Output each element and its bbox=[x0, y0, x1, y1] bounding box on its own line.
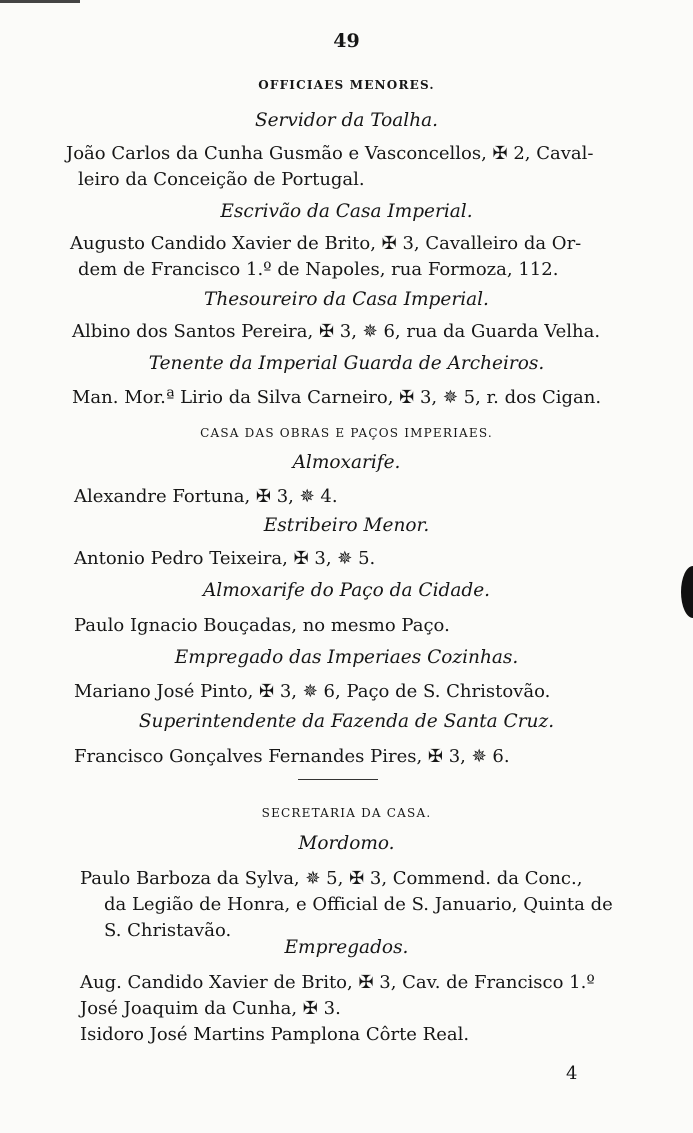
heading-thesoureiro: Thesoureiro da Casa Imperial. bbox=[204, 289, 489, 310]
signature-mark: 4 bbox=[566, 1063, 578, 1084]
heading-santa-cruz: Superintendente da Fazenda de Santa Cruz. bbox=[138, 711, 555, 732]
entry-line: Albino dos Santos Pereira, ✠ 3, ✵ 6, rua da Guarda Velha. bbox=[72, 321, 601, 342]
entry-line: Antonio Pedro Teixeira, ✠ 3, ✵ 5. bbox=[74, 548, 376, 569]
heading-servidor: Servidor da Toalha. bbox=[254, 110, 439, 131]
entry-line: Aug. Candido Xavier de Brito, ✠ 3, Cav. de Francisco 1.º bbox=[80, 972, 595, 993]
entry-line: José Joaquim da Cunha, ✠ 3. bbox=[80, 998, 341, 1019]
entry-line: dem de Francisco 1.º de Napoles, rua Formoza, 112. bbox=[78, 259, 559, 280]
entry-line: Isidoro José Martins Pamplona Côrte Real. bbox=[80, 1024, 470, 1045]
entry-line: Mariano José Pinto, ✠ 3, ✵ 6, Paço de S. Christovão. bbox=[74, 681, 551, 702]
heading-almoxarife-paco: Almoxarife do Paço da Cidade. bbox=[202, 580, 491, 601]
heading-almoxarife: Almoxarife. bbox=[292, 452, 401, 473]
section-heading-secretaria: SECRETARIA DA CASA. bbox=[261, 806, 432, 820]
section-divider bbox=[298, 779, 378, 780]
heading-empregados: Empregados. bbox=[284, 937, 409, 958]
entry-line: Augusto Candido Xavier de Brito, ✠ 3, Cavalleiro da Or- bbox=[70, 233, 582, 254]
heading-cozinhas: Empregado das Imperiaes Cozinhas. bbox=[174, 647, 519, 668]
entry-line: João Carlos da Cunha Gusmão e Vasconcellos, ✠ 2, Caval- bbox=[66, 143, 594, 164]
section-heading-obras: CASA DAS OBRAS E PAÇOS IMPERIAES. bbox=[200, 426, 493, 440]
scan-edge-mark bbox=[0, 0, 80, 3]
section-heading-officiaes: OFFICIAES MENORES. bbox=[258, 78, 435, 92]
heading-tenente: Tenente da Imperial Guarda de Archeiros. bbox=[148, 353, 545, 374]
heading-mordomo: Mordomo. bbox=[298, 833, 395, 854]
heading-estribeiro: Estribeiro Menor. bbox=[263, 515, 430, 536]
entry-line: Francisco Gonçalves Fernandes Pires, ✠ 3, ✵ 6. bbox=[74, 746, 510, 767]
entry-line: Alexandre Fortuna, ✠ 3, ✵ 4. bbox=[74, 486, 338, 507]
entry-line: da Legião de Honra, e Official de S. Januario, Quinta de bbox=[104, 894, 613, 915]
heading-escrivao: Escrivão da Casa Imperial. bbox=[220, 201, 473, 222]
entry-line: Paulo Barboza da Sylva, ✵ 5, ✠ 3, Commend. da Conc., bbox=[80, 868, 583, 889]
entry-line: S. Christavão. bbox=[104, 920, 232, 941]
entry-line: Paulo Ignacio Bouçadas, no mesmo Paço. bbox=[74, 615, 450, 636]
page-number: 49 bbox=[333, 30, 360, 52]
entry-line: Man. Mor.ª Lirio da Silva Carneiro, ✠ 3, ✵ 5, r. dos Cigan. bbox=[72, 387, 602, 408]
entry-line: leiro da Conceição de Portugal. bbox=[78, 169, 365, 190]
